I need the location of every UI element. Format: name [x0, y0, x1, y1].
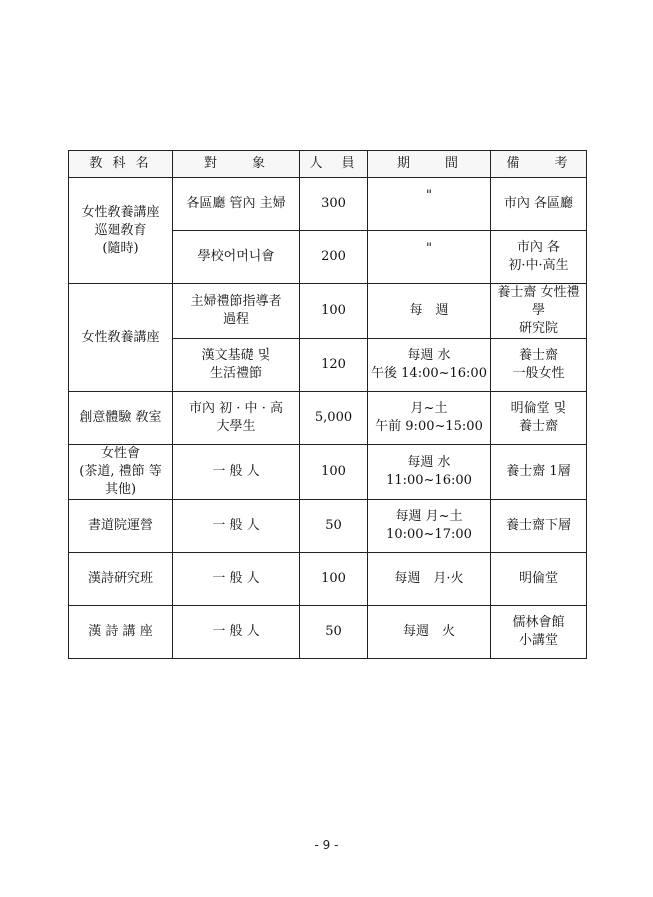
count-cell: 50	[300, 500, 368, 553]
table-row	[69, 284, 587, 339]
count-cell: 120	[300, 339, 368, 392]
period-cell	[368, 231, 491, 284]
table-row	[69, 500, 587, 553]
course-cell: 漢詩硏究班	[69, 553, 173, 606]
target-cell: 一 般 人	[173, 445, 300, 500]
header-period: 期 間	[368, 151, 491, 178]
count-cell: 50	[300, 606, 368, 659]
course-cell: 漢 詩 講 座	[69, 606, 173, 659]
count-cell: 300	[300, 178, 368, 231]
target-cell: 學校어머니會	[173, 231, 300, 284]
header-target: 對 象	[173, 151, 300, 178]
table-header-row	[69, 151, 587, 178]
remark-cell: 養士齋下層	[491, 500, 587, 553]
header-course: 教 科 名	[69, 151, 173, 178]
count-cell: 100	[300, 284, 368, 339]
period-cell: 每週 月~土 10:00~17:00	[368, 500, 491, 553]
period-cell: 每週 月·火	[368, 553, 491, 606]
remark-cell: 養士齋 1層	[491, 445, 587, 500]
target-cell: 各區廳 管內 主婦	[173, 178, 300, 231]
remark-cell: 市內 各 初·中·高生	[491, 231, 587, 284]
course-cell: 女性會 (茶道, 禮節 等 其他)	[69, 445, 173, 500]
target-cell: 一 般 人	[173, 606, 300, 659]
course-cell: 創意體驗 敎室	[69, 392, 173, 445]
period-cell: 月~土 午前 9:00~15:00	[368, 392, 491, 445]
header-count: 人 員	[300, 151, 368, 178]
target-cell: 主婦禮節指導者 過程	[173, 284, 300, 339]
remark-cell: 明倫堂 및 養士齋	[491, 392, 587, 445]
table-row	[69, 553, 587, 606]
period-cell: 每週 水 午後 14:00~16:00	[368, 339, 491, 392]
count-cell: 5,000	[300, 392, 368, 445]
period-cell: 每週 水 11:00~16:00	[368, 445, 491, 500]
target-cell: 漢文基礎 및 生活禮節	[173, 339, 300, 392]
target-cell: 市內 初 · 中 · 高 大學生	[173, 392, 300, 445]
target-cell: 一 般 人	[173, 500, 300, 553]
course-cell: 書道院運營	[69, 500, 173, 553]
ditto-mark: "	[426, 188, 432, 203]
period-cell: 每 週	[368, 284, 491, 339]
course-cell: 女性敎養講座 巡廻敎育 (隨時)	[69, 178, 173, 284]
ditto-mark: "	[426, 241, 432, 256]
remark-cell: 明倫堂	[491, 553, 587, 606]
period-cell	[368, 178, 491, 231]
header-remark: 備 考	[491, 151, 587, 178]
count-cell: 100	[300, 553, 368, 606]
table-row	[69, 392, 587, 445]
table-row	[69, 606, 587, 659]
remark-cell: 養士齋 女性禮學 硏究院	[491, 284, 587, 339]
table-row	[69, 178, 587, 231]
course-cell: 女性敎養講座	[69, 284, 173, 392]
target-cell: 一 般 人	[173, 553, 300, 606]
remark-cell: 養士齋 一般女性	[491, 339, 587, 392]
count-cell: 100	[300, 445, 368, 500]
table-row	[69, 445, 587, 500]
education-schedule-table	[68, 150, 587, 659]
remark-cell: 儒林會館 小講堂	[491, 606, 587, 659]
page-number: - 9 -	[314, 838, 339, 852]
period-cell: 每週 火	[368, 606, 491, 659]
remark-cell: 市內 各區廳	[491, 178, 587, 231]
count-cell: 200	[300, 231, 368, 284]
